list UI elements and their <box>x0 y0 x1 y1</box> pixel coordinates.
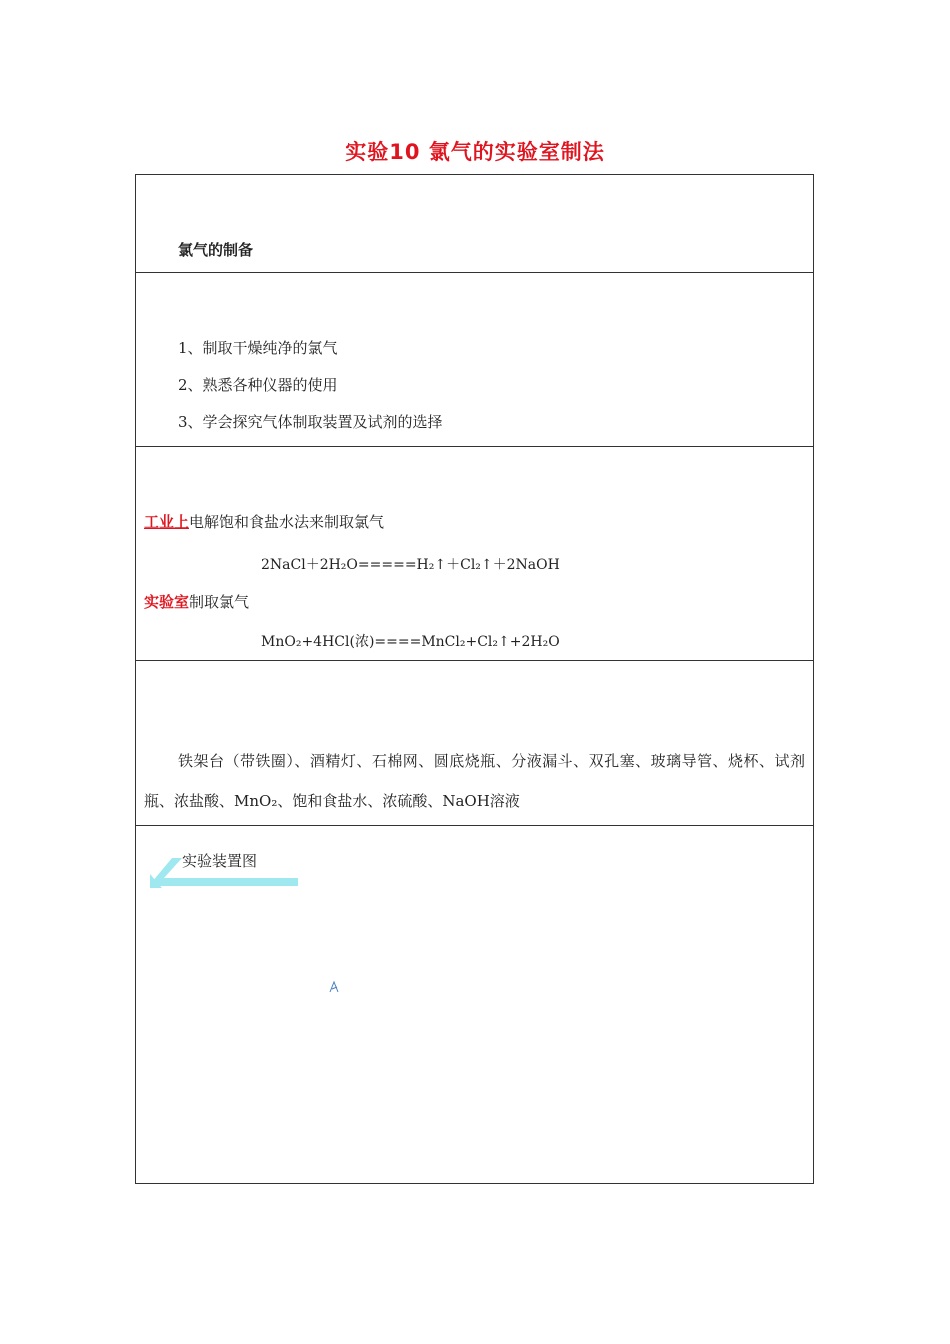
lab-label: 实验室 <box>144 593 190 611</box>
page-title: 实验10 氯气的实验室制法 <box>345 140 605 164</box>
small-arrow-icon <box>328 980 342 994</box>
apparatus-label: 实验装置图 <box>182 852 258 870</box>
industry-text: 电解饱和食盐水法来制取氯气 <box>189 513 385 531</box>
section-preparation <box>136 175 813 273</box>
content-table <box>135 174 814 1184</box>
materials-text: 铁架台（带铁圈）、酒精灯、石棉网、圆底烧瓶、分液漏斗、双孔塞、玻璃导管、烧杯、试剂瓶、浓盐酸、MnO₂、饱和食盐水、浓硫酸、NaOH溶液 <box>144 752 805 810</box>
section-objectives <box>136 273 813 447</box>
section-principle <box>136 447 813 661</box>
section-materials <box>136 661 813 826</box>
industry-line <box>144 511 384 532</box>
industry-label: 工业上 <box>144 513 190 531</box>
section-heading: 氯气的制备 <box>178 241 254 259</box>
list-item: 3、学会探究气体制取装置及试剂的选择 <box>178 413 443 431</box>
lab-text: 制取氯气 <box>189 593 250 611</box>
section-apparatus <box>136 826 813 1185</box>
industry-equation: 2NaCl＋2H₂O=====H₂↑＋Cl₂↑＋2NaOH <box>261 557 560 573</box>
lab-equation: MnO₂+4HCl(浓)====MnCl₂+Cl₂↑+2H₂O <box>261 634 560 650</box>
lab-line <box>144 591 249 612</box>
list-item: 2、熟悉各种仪器的使用 <box>178 376 338 394</box>
list-item: 1、制取干燥纯净的氯气 <box>178 339 338 357</box>
